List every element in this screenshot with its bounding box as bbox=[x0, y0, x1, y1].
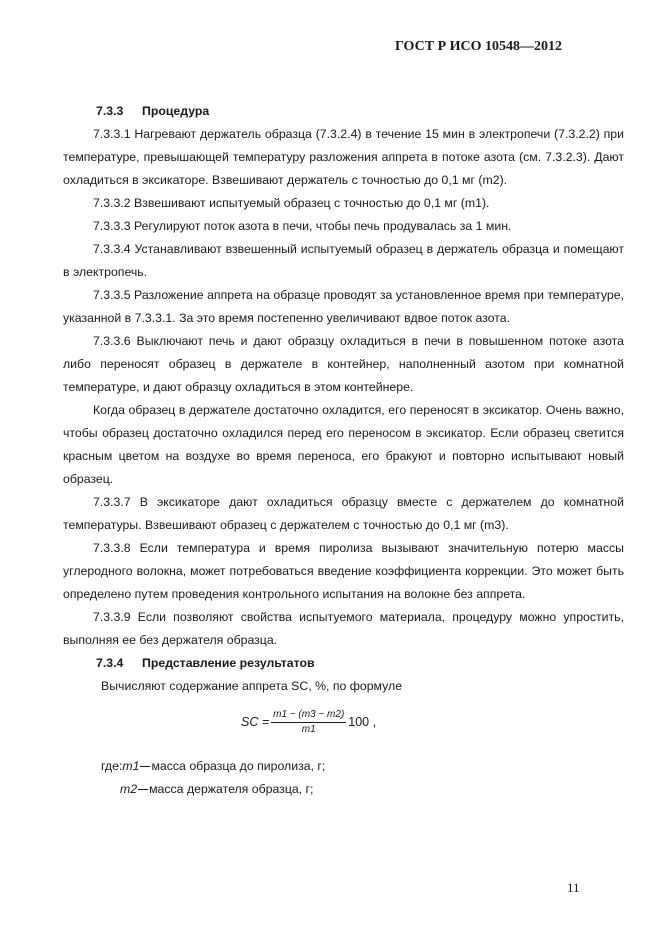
definition-symbol: m2 bbox=[120, 782, 138, 796]
section-title: Представление результатов bbox=[142, 656, 315, 670]
document-body bbox=[63, 100, 624, 801]
document-header: ГОСТ Р ИСО 10548—2012 bbox=[395, 39, 563, 54]
paragraph-7-3-3-2: 7.3.3.2 Взвешивают испытуемый образец с точностью до 0,1 мг (m1). bbox=[93, 196, 490, 210]
formula-denominator: m1 bbox=[301, 724, 316, 735]
section-heading-7-3-3 bbox=[63, 100, 624, 123]
paragraph-7-3-3-1: 7.3.3.1 Нагревают держатель образца (7.3.2.4) в течение 15 мин в электропечи (7.3.2.2) при температуре, превышающей температуру разложения аппрета в потоке азота (см. 7.3.2.3). Дают охладиться в эксикаторе. Взвешивают держатель с точностью до 0,1 мг (m2). bbox=[63, 127, 624, 187]
dash-mark bbox=[138, 789, 148, 790]
section-number: 7.3.4 bbox=[96, 656, 124, 670]
formula-tail: 100 , bbox=[348, 715, 377, 729]
definition-text: масса держателя образца, г; bbox=[149, 782, 314, 796]
paragraph-7-3-3-6: 7.3.3.6 Выключают печь и дают образцу охладиться в печи в повышенном потоке азота либо переносят образец в держателе в контейнер, наполненный азотом при комнатной температуре, и дают образцу охладиться в этом контейнере. bbox=[63, 334, 624, 394]
definition-symbol: m1 bbox=[122, 759, 140, 773]
section-heading-7-3-4 bbox=[63, 652, 624, 675]
definition-m2 bbox=[63, 778, 624, 801]
section-number: 7.3.3 bbox=[96, 104, 124, 118]
definition-prefix: где: bbox=[101, 759, 123, 773]
definition-text: масса образца до пиролиза, г; bbox=[151, 759, 326, 773]
definition-m1 bbox=[63, 755, 624, 778]
section-title: Процедура bbox=[142, 104, 210, 118]
paragraph-7-3-3-4: 7.3.3.4 Устанавливают взвешенный испытуемый образец в держатель образца и помещают в электропечь. bbox=[63, 242, 624, 279]
formula-fraction bbox=[271, 708, 346, 737]
paragraph-7-3-3-5: 7.3.3.5 Разложение аппрета на образце проводят за установленное время при температуре, указанной в 7.3.3.1. За это время постепенно увеличивают вдвое поток азота. bbox=[63, 288, 624, 325]
formula-intro: Вычисляют содержание аппрета SC, %, по формуле bbox=[101, 679, 403, 693]
paragraph-cooling-note: Когда образец в держателе достаточно охладится, его переносят в эксикатор. Очень важно, чтобы образец достаточно охладился перед его переносом в эксикатор. Если образец светится красным цветом на воздухе во время переноса, его бракуют и повторно испытывают новый образец. bbox=[63, 403, 624, 486]
page-number: 11 bbox=[567, 880, 580, 895]
formula-lhs: SC = bbox=[241, 715, 270, 729]
paragraph-7-3-3-9: 7.3.3.9 Если позволяют свойства испытуемого материала, процедуру можно упростить, выполняя ее без держателя образца. bbox=[63, 610, 624, 647]
formula-numerator: m1 − (m3 − m2) bbox=[273, 709, 345, 720]
dash-mark bbox=[140, 766, 150, 767]
formula-block bbox=[63, 700, 624, 755]
paragraph-7-3-3-7: 7.3.3.7 В эксикаторе дают охладиться образцу вместе с держателем до комнатной температуры. Взвешивают образец с держателем с точностью до 0,1 мг (m3). bbox=[63, 495, 624, 532]
paragraph-7-3-3-8: 7.3.3.8 Если температура и время пиролиза вызывают значительную потерю массы углеродного волокна, может потребоваться введение коэффициента коррекции. Это может быть определено путем проведения контрольного испытания на волокне без аппрета. bbox=[63, 541, 624, 601]
paragraph-7-3-3-3: 7.3.3.3 Регулируют поток азота в печи, чтобы печь продувалась за 1 мин. bbox=[93, 219, 512, 233]
